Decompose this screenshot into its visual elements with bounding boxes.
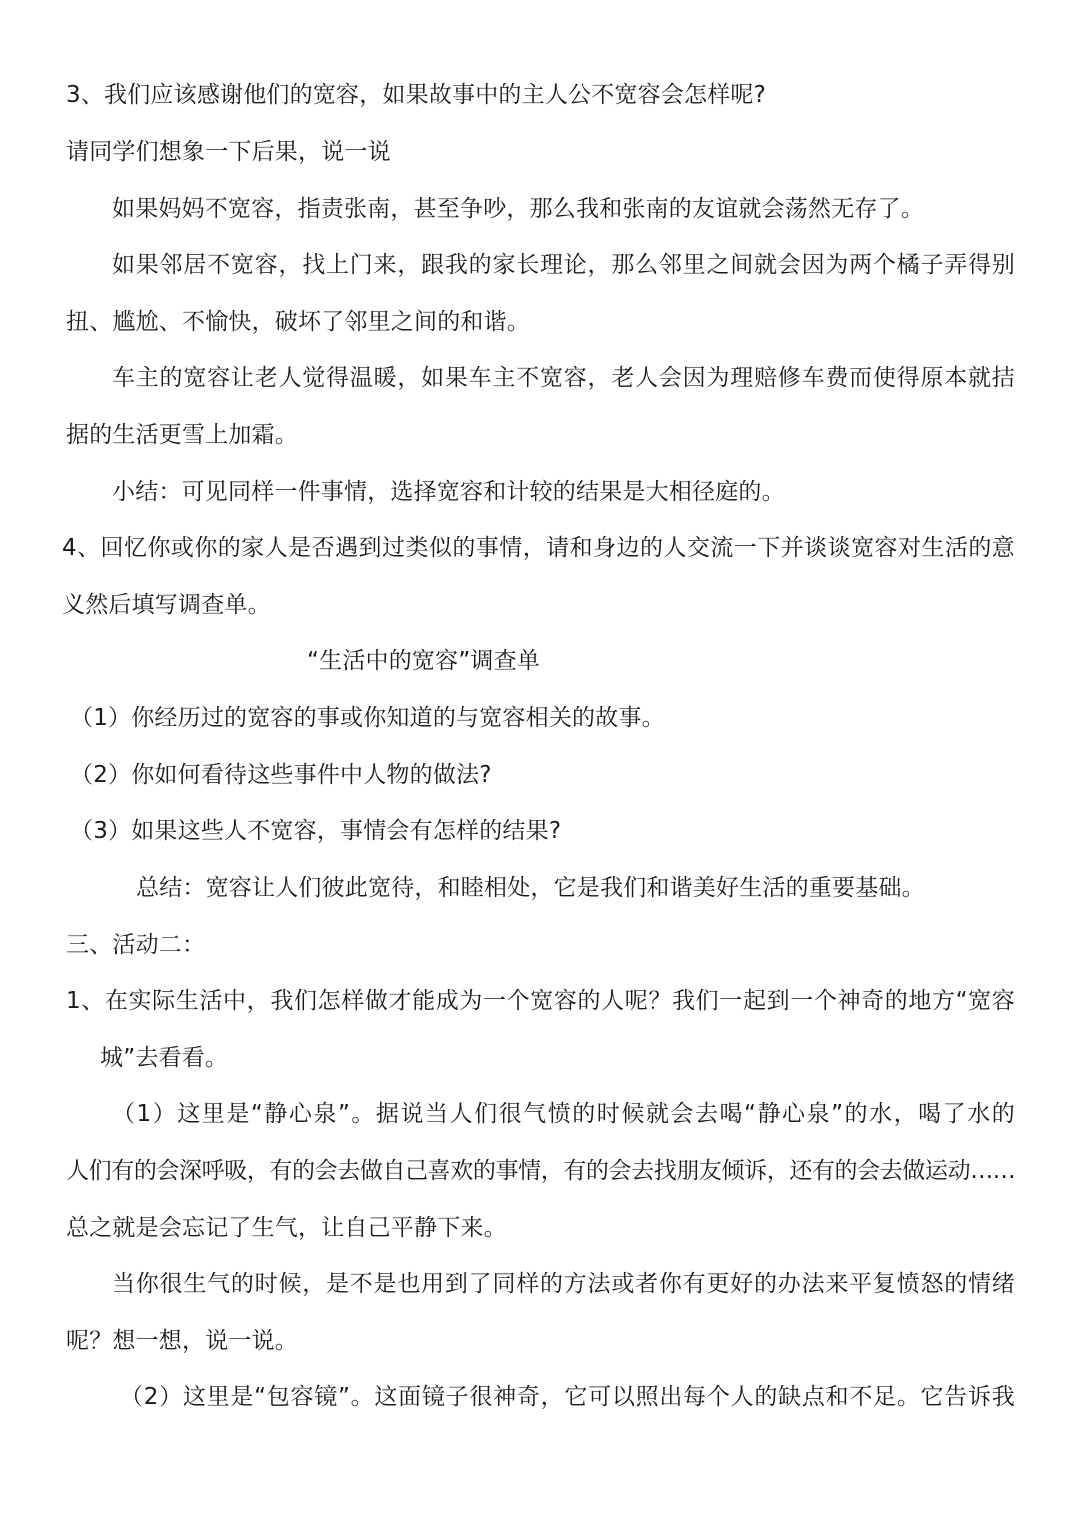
tolerance-mirror-line1: （2）这里是“包容镜”。这面镜子很神奇，它可以照出每个人的缺点和不足。它告诉我 <box>120 1384 1015 1410</box>
section3-paragraph-driver-line2: 据的生活更雪上加霜。 <box>66 422 298 448</box>
calm-spring-line3: 总之就是会忘记了生气，让自己平静下来。 <box>66 1215 507 1241</box>
survey-question-2: （2）你如何看待这些事件中人物的做法? <box>70 762 492 788</box>
activity2-item1-line2: 城”去看看。 <box>100 1045 229 1071</box>
section3-prompt: 请同学们想象一下后果，说一说 <box>66 139 391 165</box>
section3-paragraph-neighbor-line2: 扭、尴尬、不愉快，破坏了邻里之间的和谐。 <box>66 309 530 335</box>
activity2-heading: 三、活动二： <box>66 932 206 958</box>
section3-paragraph-driver-line1: 车主的宽容让老人觉得温暖，如果车主不宽容，老人会因为理赔修车费而使得原本就拮 <box>112 365 1015 391</box>
survey-conclusion: 总结：宽容让人们彼此宽待，和睦相处，它是我们和谐美好生活的重要基础。 <box>136 875 925 901</box>
calm-spring-line2: 人们有的会深呼吸，有的会去做自己喜欢的事情，有的会去找朋友倾诉，还有的会去做运动…… <box>66 1158 1015 1184</box>
activity2-item1-line1: 1、在实际生活中，我们怎样做才能成为一个宽容的人呢？我们一起到一个神奇的地方“宽容 <box>66 988 1015 1014</box>
section3-paragraph-mother: 如果妈妈不宽容，指责张南，甚至争吵，那么我和张南的友谊就会荡然无存了。 <box>112 196 924 222</box>
section3-paragraph-neighbor-line1: 如果邻居不宽容，找上门来，跟我的家长理论，那么邻里之间就会因为两个橘子弄得别 <box>112 252 1015 278</box>
angry-question-line1: 当你很生气的时候，是不是也用到了同样的方法或者你有更好的办法来平复愤怒的情绪 <box>112 1271 1015 1297</box>
calm-spring-line1: （1）这里是“静心泉”。据说当人们很气愤的时候就会去喝“静心泉”的水，喝了水的 <box>112 1101 1015 1127</box>
survey-question-1: （1）你经历过的宽容的事或你知道的与宽容相关的故事。 <box>70 705 665 731</box>
survey-title: “生活中的宽容”调查单 <box>307 648 541 674</box>
section3-summary: 小结：可见同样一件事情，选择宽容和计较的结果是大相径庭的。 <box>112 479 785 505</box>
section4-line2: 义然后填写调查单。 <box>62 592 271 618</box>
section3-question: 3、我们应该感谢他们的宽容，如果故事中的主人公不宽容会怎样呢? <box>66 82 767 108</box>
section4-line1: 4、回忆你或你的家人是否遇到过类似的事情，请和身边的人交流一下并谈谈宽容对生活的意 <box>62 535 1015 561</box>
angry-question-line2: 呢？想一想，说一说。 <box>66 1328 298 1354</box>
survey-question-3: （3）如果这些人不宽容，事情会有怎样的结果? <box>70 818 562 844</box>
